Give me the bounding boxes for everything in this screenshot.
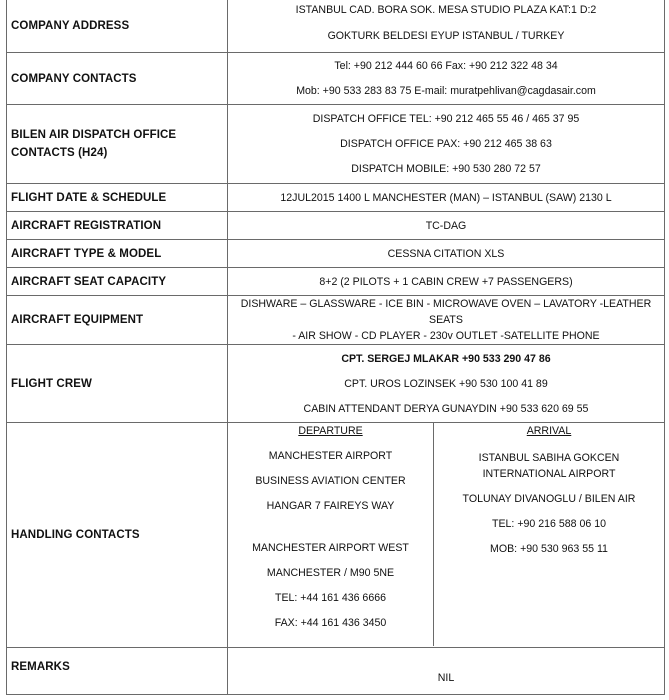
type-model-value: CESSNA CITATION XLS — [228, 240, 665, 268]
row-company-address — [7, 0, 665, 53]
departure-line-7: FAX: +44 161 436 3450 — [274, 617, 387, 629]
flight-crew-label: FLIGHT CREW — [7, 345, 228, 423]
departure-line-5: MANCHESTER / M90 5NE — [266, 567, 395, 579]
departure-column — [228, 423, 434, 646]
seat-capacity-value: 8+2 (2 PILOTS + 1 CABIN CREW +7 PASSENGERS) — [228, 268, 665, 296]
row-flight-crew — [7, 345, 665, 423]
registration-value: TC-DAG — [228, 212, 665, 240]
dispatch-line-1: DISPATCH OFFICE TEL: +90 212 465 55 46 / 465 37 95 — [312, 113, 580, 125]
row-registration — [7, 212, 665, 240]
company-address-line-1: ISTANBUL CAD. BORA SOK. MESA STUDIO PLAZA KAT:1 D:2 — [295, 3, 597, 16]
remarks-value: NIL — [228, 648, 665, 695]
dispatch-line-2: DISPATCH OFFICE PAX: +90 212 465 38 63 — [340, 138, 552, 150]
company-contacts-line-2: Mob: +90 533 283 83 75 E-mail: muratpehlivan@cagdasair.com — [296, 85, 596, 97]
departure-line-1: MANCHESTER AIRPORT — [268, 450, 393, 462]
arrival-line-1: ISTANBUL SABIHA GOKCEN INTERNATIONAL AIRPORT — [478, 452, 620, 480]
company-contacts-line-1: Tel: +90 212 444 60 66 Fax: +90 212 322 48 34 — [334, 60, 558, 72]
row-remarks — [7, 648, 665, 695]
type-model-label: AIRCRAFT TYPE & MODEL — [7, 240, 228, 268]
dispatch-value — [228, 105, 665, 184]
arrival-line-2: TOLUNAY DIVANOGLU / BILEN AIR — [462, 493, 636, 505]
company-address-line-2: GOKTURK BELDESI EYUP ISTANBUL / TURKEY — [327, 29, 565, 42]
arrival-column — [434, 423, 665, 646]
arrival-line-3: TEL: +90 216 588 06 10 — [492, 518, 606, 530]
remarks-label: REMARKS — [7, 648, 228, 695]
company-contacts-value — [228, 53, 665, 105]
departure-line-4: MANCHESTER AIRPORT WEST — [252, 542, 409, 554]
flight-crew-line-3: CABIN ATTENDANT DERYA GUNAYDIN +90 533 620 69 55 — [303, 402, 589, 415]
company-contacts-label: COMPANY CONTACTS — [7, 53, 228, 105]
seat-capacity-label: AIRCRAFT SEAT CAPACITY — [7, 268, 228, 296]
departure-line-3: HANGAR 7 FAIREYS WAY — [266, 500, 395, 512]
flight-date-label: FLIGHT DATE & SCHEDULE — [7, 184, 228, 212]
handling-value — [228, 423, 665, 648]
departure-line-2: BUSINESS AVIATION CENTER — [255, 475, 406, 487]
flight-crew-value — [228, 345, 665, 423]
row-equipment — [7, 296, 665, 345]
handling-inner-table — [228, 423, 664, 646]
dispatch-label: BILEN AIR DISPATCH OFFICE CONTACTS (H24) — [7, 105, 228, 184]
row-type-model — [7, 240, 665, 268]
equipment-line-2: - AIR SHOW - CD PLAYER - 230v OUTLET -SATELLITE PHONE — [292, 330, 600, 342]
company-address-label: COMPANY ADDRESS — [7, 0, 228, 53]
departure-line-6: TEL: +44 161 436 6666 — [274, 592, 387, 604]
row-seat-capacity — [7, 268, 665, 296]
row-handling — [7, 423, 665, 648]
row-flight-date — [7, 184, 665, 212]
row-dispatch — [7, 105, 665, 184]
flight-crew-line-2: CPT. UROS LOZINSEK +90 530 100 41 89 — [344, 377, 548, 390]
row-company-contacts — [7, 53, 665, 105]
arrival-heading: ARRIVAL — [526, 425, 572, 437]
arrival-line-4: MOB: +90 530 963 55 11 — [490, 543, 608, 555]
handling-label: HANDLING CONTACTS — [7, 423, 228, 648]
departure-heading: DEPARTURE — [298, 425, 363, 437]
dispatch-line-3: DISPATCH MOBILE: +90 530 280 72 57 — [351, 163, 541, 175]
equipment-line-1: DISHWARE – GLASSWARE - ICE BIN - MICROWAVE OVEN – LAVATORY -LEATHER SEATS — [240, 298, 652, 326]
flight-crew-line-1: CPT. SERGEJ MLAKAR +90 533 290 47 86 — [341, 352, 551, 365]
equipment-label: AIRCRAFT EQUIPMENT — [7, 296, 228, 345]
flight-date-value: 12JUL2015 1400 L MANCHESTER (MAN) – ISTANBUL (SAW) 2130 L — [228, 184, 665, 212]
flight-info-table — [6, 0, 665, 695]
registration-label: AIRCRAFT REGISTRATION — [7, 212, 228, 240]
equipment-value — [228, 296, 665, 345]
company-address-value — [228, 0, 665, 53]
